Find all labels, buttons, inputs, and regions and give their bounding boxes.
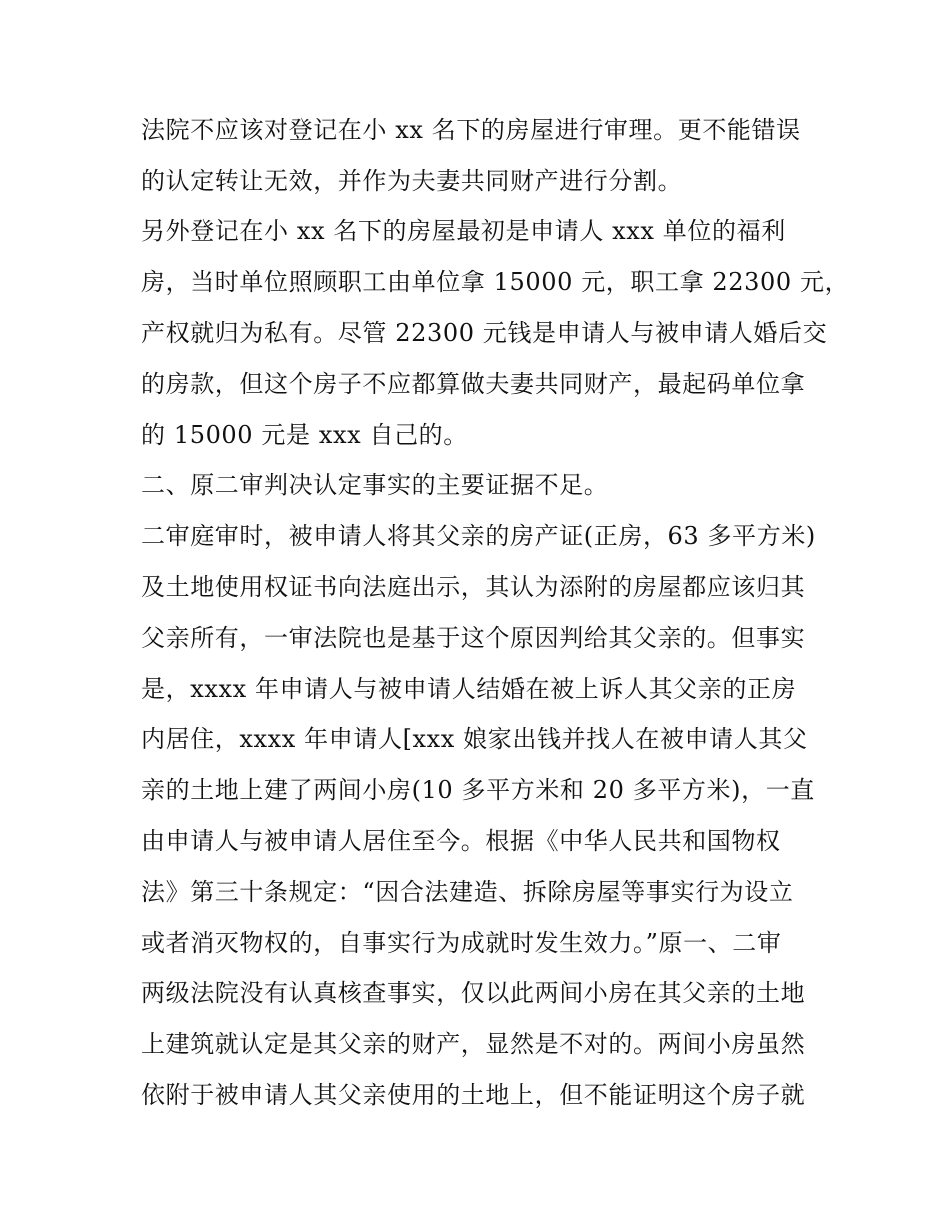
text-line: 法院不应该对登记在小 xx 名下的房屋进行审理。更不能错误	[141, 116, 801, 144]
text-line: 由申请人与被申请人居住至今。根据《中华人民共和国物权	[141, 827, 781, 855]
text-line: 二、原二审判决认定事实的主要证据不足。	[141, 471, 609, 499]
text-line: 依附于被申请人其父亲使用的土地上，但不能证明这个房子就	[141, 1081, 806, 1109]
text-line: 的 15000 元是 xxx 自己的。	[141, 421, 468, 449]
text-line: 二审庭审时，被申请人将其父亲的房产证(正房，63 多平方米)	[141, 522, 816, 550]
text-line: 父亲所有，一审法院也是基于这个原因判给其父亲的。但事实	[141, 624, 806, 652]
text-line: 或者消灭物权的，自事实行为成就时发生效力。”原一、二审	[141, 929, 782, 957]
text-line: 的认定转让无效，并作为夫妻共同财产进行分割。	[141, 167, 683, 195]
text-line: 房，当时单位照顾职工由单位拿 15000 元，职工拿 22300 元，	[141, 268, 850, 296]
text-line: 法》第三十条规定：“因合法建造、拆除房屋等事实行为设立	[141, 878, 794, 906]
text-line: 另外登记在小 xx 名下的房屋最初是申请人 xxx 单位的福利	[141, 217, 786, 245]
text-line: 亲的土地上建了两间小房(10 多平方米和 20 多平方米)，一直	[141, 776, 815, 804]
text-line: 是，xxxx 年申请人与被申请人结婚在被上诉人其父亲的正房	[141, 675, 797, 703]
text-line: 两级法院没有认真核查事实，仅以此两间小房在其父亲的土地	[141, 979, 806, 1007]
text-line: 产权就归为私有。尽管 22300 元钱是申请人与被申请人婚后交	[141, 319, 828, 347]
text-line: 内居住，xxxx 年申请人[xxx 娘家出钱并找人在被申请人其父	[141, 725, 808, 753]
text-line: 的房款，但这个房子不应都算做夫妻共同财产，最起码单位拿	[141, 370, 806, 398]
text-line: 上建筑就认定是其父亲的财产，显然是不对的。两间小房虽然	[141, 1030, 806, 1058]
text-line: 及土地使用权证书向法庭出示，其认为添附的房屋都应该归其	[141, 573, 806, 601]
